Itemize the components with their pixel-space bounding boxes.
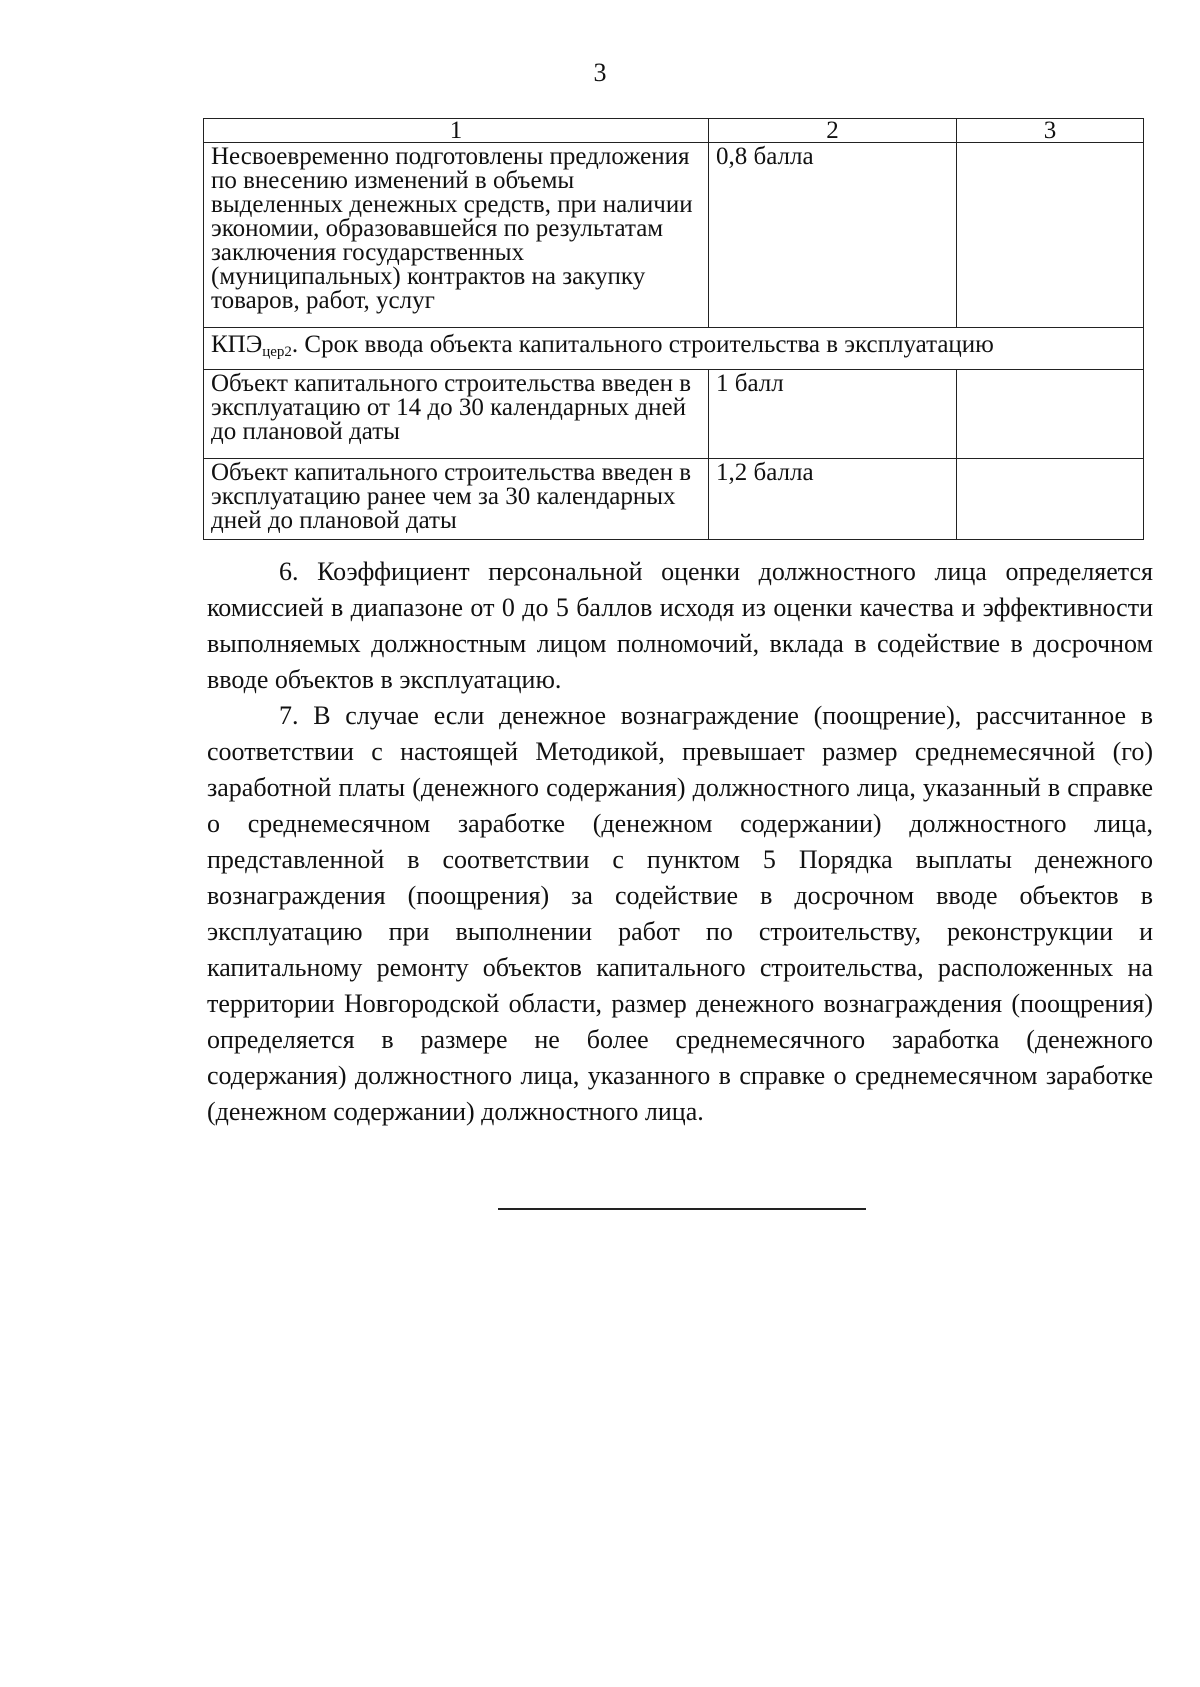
criterion-score: 0,8 балла — [709, 143, 957, 328]
column-number-1: 1 — [204, 119, 709, 143]
page-number: 3 — [593, 58, 607, 87]
criterion-extra — [957, 143, 1144, 328]
criterion-description: Несвоевременно подготовлены предложения по внесению изменений в объемы выделенных денежных средств, при наличии экономии, образовавшейся по результатам заключения государственных (муниципальных) контрактов на закупку товаров, работ, услуг — [204, 143, 709, 328]
criterion-description: Объект капитального строительства введен в эксплуатацию ранее чем за 30 календарных дней до плановой даты — [204, 459, 709, 540]
criterion-score: 1 балл — [709, 370, 957, 459]
column-number-2: 2 — [709, 119, 957, 143]
table-row — [204, 459, 1144, 540]
paragraph-7: 7. В случае если денежное вознаграждение (поощрение), рассчитанное в соответствии с настоящей Методикой, превышает размер среднемесячной (го) заработной платы (денежного содержания) должностного лица, указанный в справке о среднемесячном заработке (денежном содержании) должностного лица, представленной в соответствии с пунктом 5 Порядка выплаты денежного вознаграждения (поощрения) за содействие в досрочном вводе объектов в эксплуатацию при выполнении работ по строительству, реконструкции и капитальному ремонту объектов капитального строительства, расположенных на территории Новгородской области, размер денежного вознаграждения (поощрения) определяется в размере не более среднемесячного заработка (денежного содержания) должностного лица, указанного в справке о среднемесячном заработке (денежном содержании) должностного лица. — [207, 701, 1153, 1126]
kpe-section-heading — [204, 328, 1144, 370]
score-table — [203, 118, 1144, 540]
table-row — [204, 370, 1144, 459]
paragraph-6: 6. Коэффициент персональной оценки должностного лица определяется комиссией в диапазоне от 0 до 5 баллов исходя из оценки качества и эффективности выполняемых должностным лицом полномочий, вклада в содействие в досрочном вводе объектов в эксплуатацию. — [207, 557, 1153, 694]
body-text — [207, 554, 1153, 1130]
criterion-extra — [957, 459, 1144, 540]
kpe-subscript: цер2 — [262, 344, 292, 360]
table-header-row — [204, 119, 1144, 143]
criterion-score: 1,2 балла — [709, 459, 957, 540]
criterion-description: Объект капитального строительства введен в эксплуатацию от 14 до 30 календарных дней до плановой даты — [204, 370, 709, 459]
kpe-title: . Срок ввода объекта капитального строительства в эксплуатацию — [291, 331, 994, 358]
kpe-section-row — [204, 328, 1144, 370]
kpe-prefix: КПЭ — [211, 331, 263, 358]
column-number-3: 3 — [957, 119, 1144, 143]
end-of-document-rule — [498, 1208, 866, 1210]
criterion-extra — [957, 370, 1144, 459]
table-row — [204, 143, 1144, 328]
